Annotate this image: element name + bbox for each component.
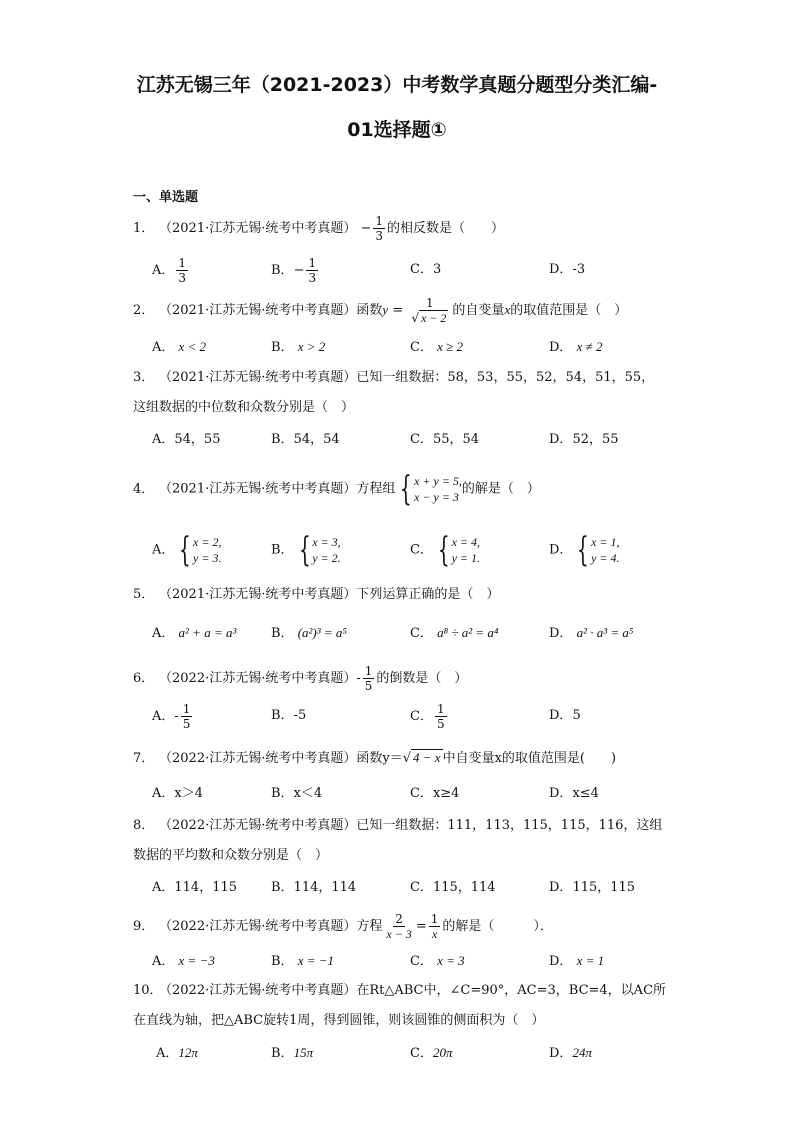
question-10: 10．（2022·江苏无锡·统考中考真题）在Rt△ABC中，∠C=90°，AC=3，BC=4，以AC所 [133,983,667,998]
q2-option-c: C． x ≥ 2 [410,339,463,355]
q7-option-c: C．x≥4 [410,786,460,801]
q6-option-c: C． $\frac{1}{5}$ [410,702,445,731]
stem-fraction: − $\frac{1}{3}$ [360,214,384,243]
q4-option-a: A． { x = 2, y = 3. [152,530,222,570]
question-3: 3． （2021·江苏无锡·统考中考真题）已知一组数据：58，53，55，52，54，51，55， [133,370,655,385]
q6-option-a: A．- $\frac{1}{5}$ [152,702,191,731]
q5-option-d: D． a² · a³ = a⁵ [549,625,634,641]
q3-option-a: A．54，55 [152,432,221,447]
question-text: 的相反数是（ ） [387,221,505,236]
q3-option-d: D．52，55 [549,432,619,447]
question-number: 1． [133,221,155,236]
question-8-line2: 数据的平均数和众数分别是（ ） [133,848,329,863]
q4-option-d: D． { x = 1, y = 4. [549,530,620,570]
q5-option-c: C． a⁸ ÷ a² = a⁴ [410,625,499,641]
q2-option-d: D． x ≠ 2 [549,339,603,355]
q8-option-d: D．115，115 [549,880,636,895]
question-7: 7． （2022·江苏无锡·统考中考真题）函数y＝√ 4 − x 中自变量x的取值范围是( ) [133,750,617,766]
q1-option-c: C．3 [410,262,442,277]
q6-option-d: D．5 [549,708,581,723]
q4-option-c: C． { x = 4, y = 1. [410,530,481,570]
q8-option-c: C．115，114 [410,880,496,895]
q9-option-b: B． x = −1 [271,953,335,969]
section-heading: 一、单选题 [133,190,199,205]
question-5: 5． （2021·江苏无锡·统考中考真题）下列运算正确的是（ ） [133,587,500,602]
q3-option-b: B．54，54 [271,432,340,447]
doc-title-line1: 江苏无锡三年（2021-2023）中考数学真题分题型分类汇编- [136,74,658,96]
question-10-line2: 在直线为轴，把△ABC旋转1周，得到圆锥，则该圆锥的侧面积为（ ） [133,1013,545,1028]
q9-option-d: D． x = 1 [549,953,605,969]
q7-option-d: D．x≤4 [549,786,599,801]
question-1 [133,214,504,243]
q1-option-b: B．− $\frac{1}{3}$ [271,256,317,285]
q10-option-d: D．24π [549,1045,592,1061]
question-4: 4． （2021·江苏无锡·统考中考真题）方程组 { x + y = 5, x − y = 3 的解是（ ） [133,469,540,509]
q1-option-a: A． $\frac{1}{3}$ [152,256,187,285]
q10-option-b: B．15π [271,1045,314,1061]
question-3-line2: 这组数据的中位数和众数分别是（ ） [133,400,355,415]
q7-option-b: B．x＜4 [271,786,323,801]
q6-option-b: B．-5 [271,708,307,723]
q8-option-b: B．114，114 [271,880,357,895]
q4-option-b: B． { x = 3, y = 2. [271,530,341,570]
question-8: 8． （2022·江苏无锡·统考中考真题）已知一组数据：111，113，115，115，116，这组 [133,818,663,833]
question-2: 2． （2021·江苏无锡·统考中考真题）函数y = $\frac{1}{√ x - 2}$ 的自变量x的取值范围是（ ） [133,296,628,325]
q2-option-b: B． x > 2 [271,339,326,355]
q7-option-a: A．x＞4 [152,786,203,801]
question-6: 6． （2022·江苏无锡·统考中考真题）- $\frac{1}{5}$ 的倒数是（ ） [133,664,468,693]
question-source: （2021·江苏无锡·统考中考真题） [159,221,357,236]
q9-option-c: C． x = 3 [410,953,465,969]
doc-title-line2: 01选择题① [347,119,447,141]
question-9: 9． （2022·江苏无锡·统考中考真题）方程 $\frac{2}{x - 3}$ = $\frac{1}{x}$ 的解是（ ）． [133,912,553,941]
q8-option-a: A．114，115 [152,880,238,895]
q10-option-c: C．20π [410,1045,453,1061]
q2-option-a: A． x < 2 [152,339,207,355]
q3-option-c: C．55，54 [410,432,480,447]
q5-option-b: B． (a²)³ = a⁵ [271,625,347,641]
q1-option-d: D．-3 [549,262,586,277]
q5-option-a: A． a² + a = a³ [152,625,237,641]
q10-option-a: A．12π [156,1045,198,1061]
q9-option-a: A． x = −3 [152,953,215,969]
